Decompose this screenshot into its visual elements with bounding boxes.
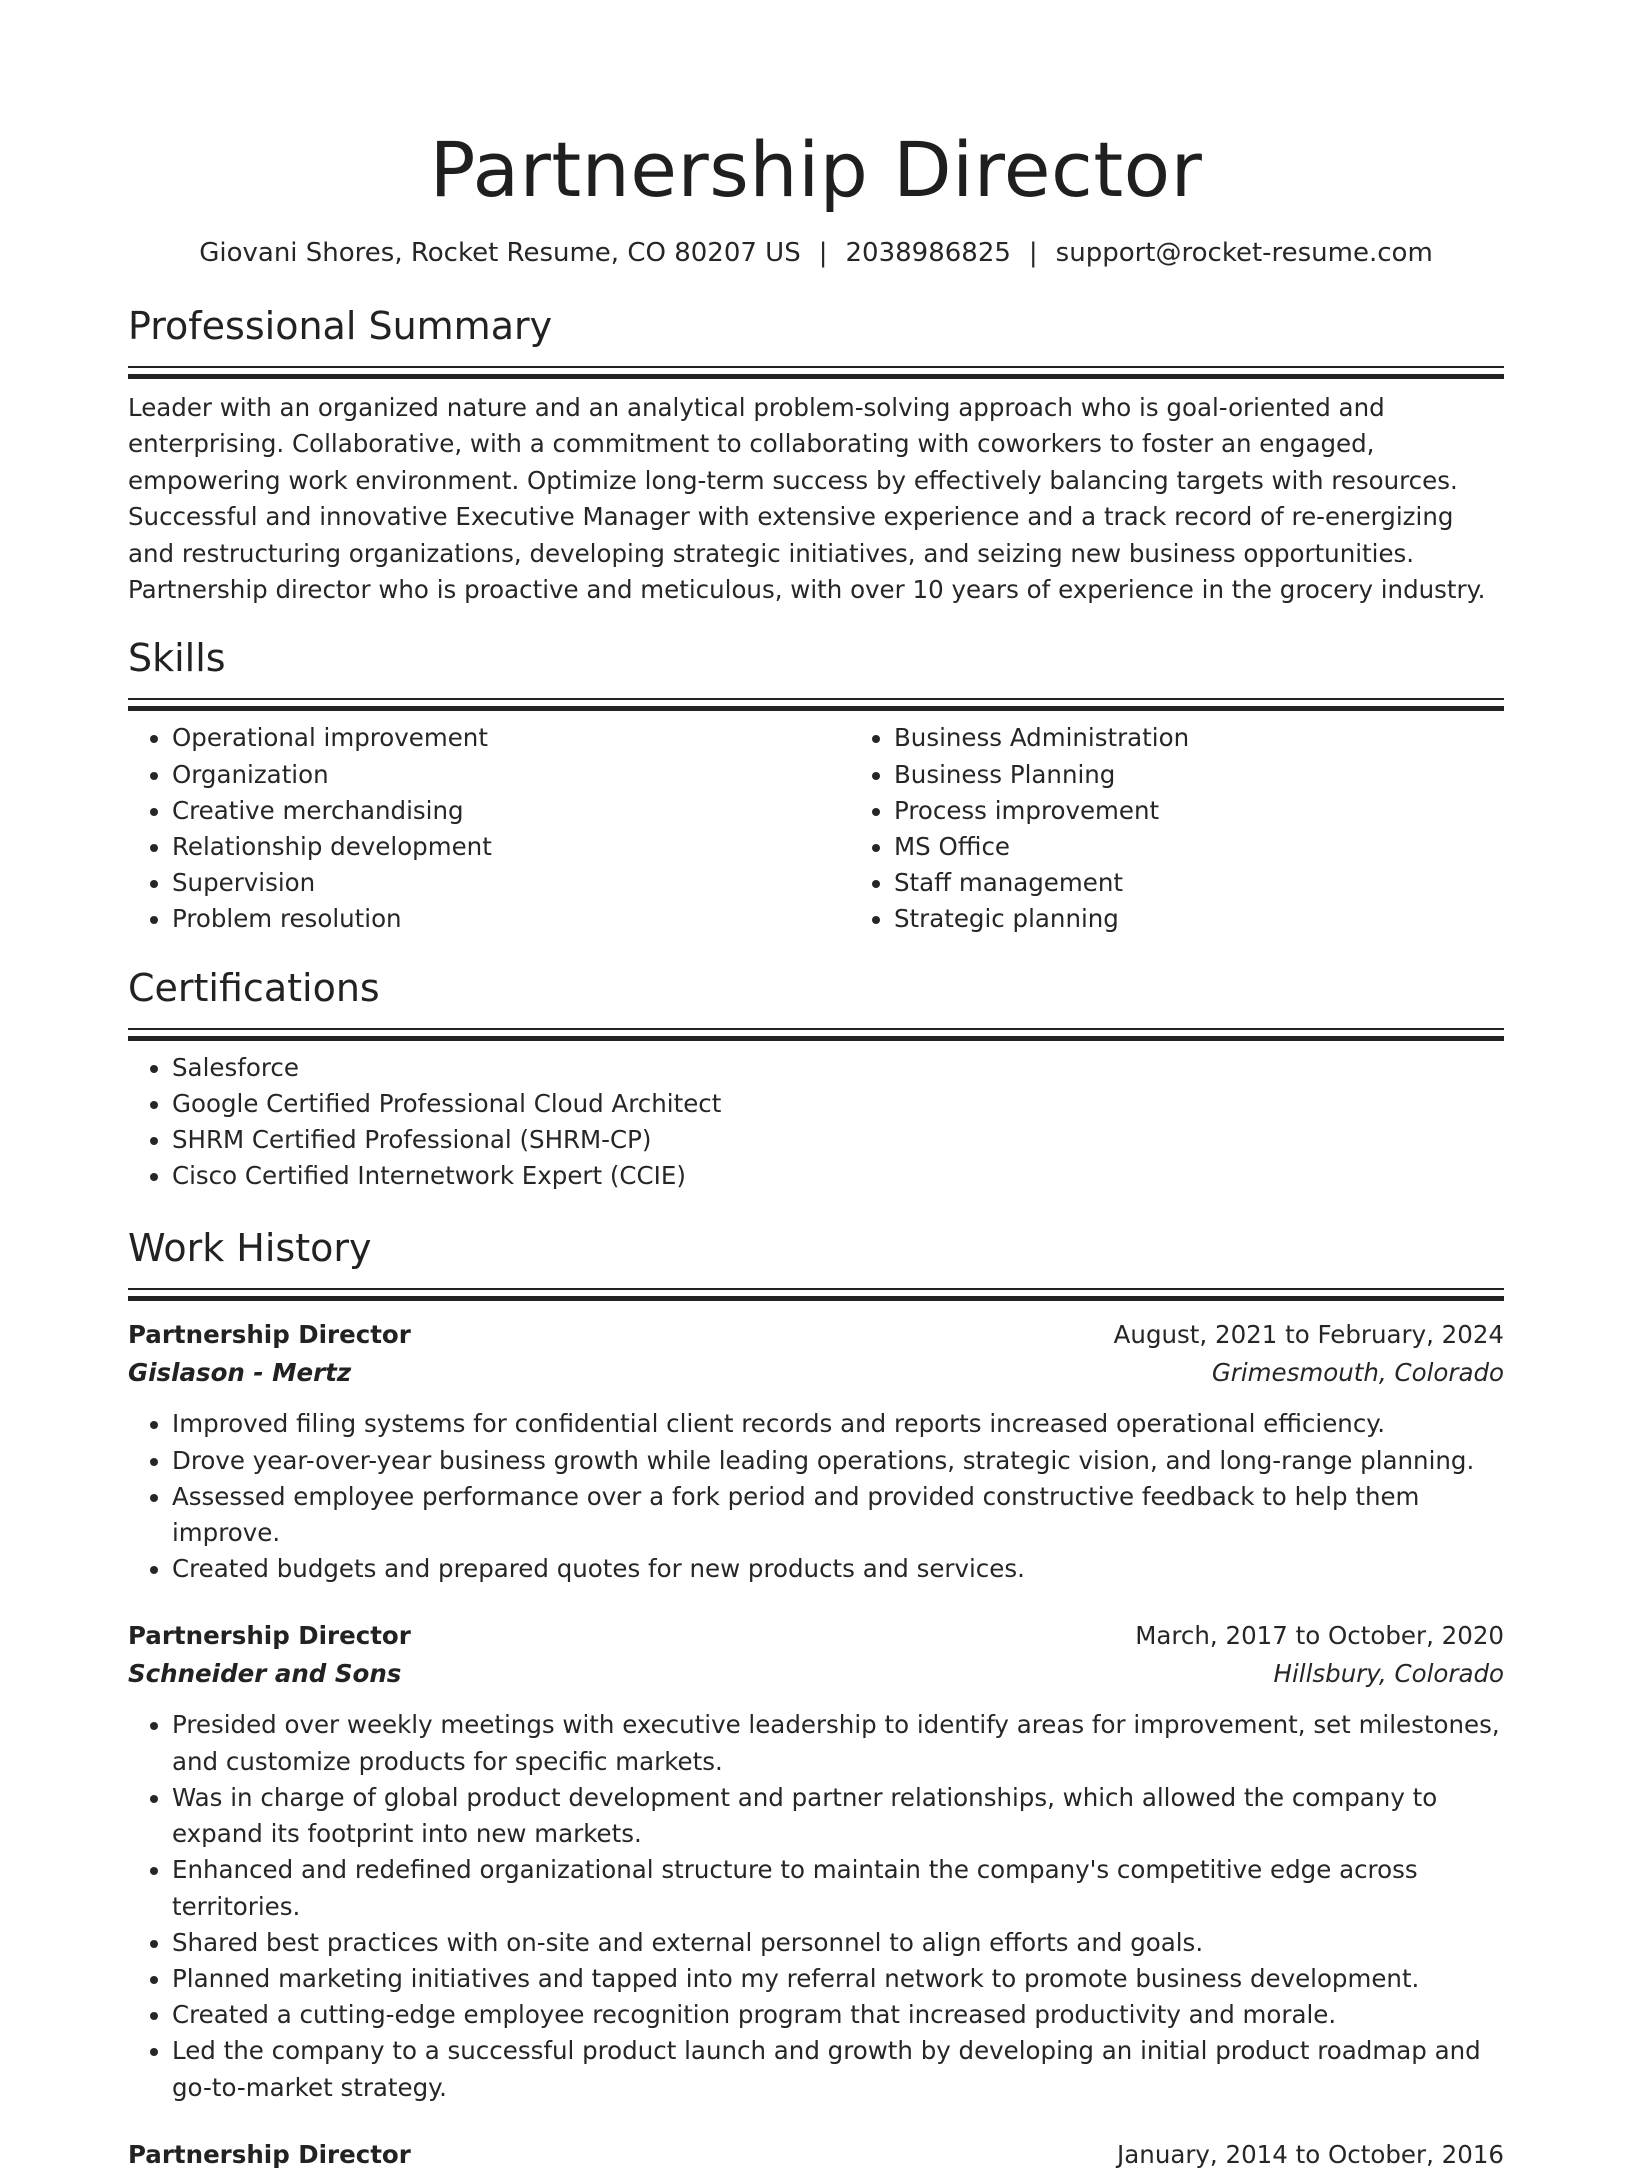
contact-separator: | [818,238,828,268]
section-heading-summary: Professional Summary [128,304,553,348]
section-divider [128,366,1504,378]
summary-text: Leader with an organized nature and an analytical problem-solving approach who is goal-oriented and enterprising. Collaborative, with a commitment to collaborating with coworkers to foster an engaged, empowering work environment. Optimize long-term success by effectively balancing targets with resources. Successful and innovative Executive Manager with extensive experience and a track record of re-energizing and restructuring organizations, developing strategic initiatives, and seizing new business opportunities. Partnership director who is proactive and meticulous, with over 10 years of experience in the grocery industry. [128,393,1486,605]
contact-phone: 2038986825 [845,238,1011,268]
job-duty: • Was in charge of global product development and partner relationships, which allowed the company to expand its footprint into new markets. [172,1780,1504,1852]
job-header-row [128,1617,1504,1655]
skills-columns [128,720,1504,937]
job-duty: • Improved filing systems for confidential client records and reports increased operational efficiency. [172,1406,1504,1442]
resume-title: Partnership Director [429,125,1203,214]
job-entry [128,2136,1504,2174]
skill-item: • Business Administration [894,720,1572,756]
job-duty: • Created budgets and prepared quotes for new products and services. [172,1551,1504,1587]
job-location: Hillsbury, Colorado [1273,1659,1504,1689]
skills-section [128,634,1504,937]
job-company-row [128,1354,1504,1392]
section-heading-skills: Skills [128,636,226,681]
resume-page [128,0,1504,2174]
certifications-section [128,964,1504,1195]
contact-line [128,236,1504,270]
section-heading-certifications: Certifications [128,965,380,1010]
skill-item: • Process improvement [894,793,1572,829]
skill-item: • Staff management [894,865,1572,901]
job-duty: • Planned marketing initiatives and tapped into my referral network to promote business development. [172,1961,1504,1997]
skill-item: • Operational improvement [172,720,850,756]
job-title: Partnership Director [128,2139,411,2169]
job-duty: • Drove year-over-year business growth while leading operations, strategic vision, and long-range planning. [172,1443,1504,1479]
skill-item: • Strategic planning [894,901,1572,937]
job-title: Partnership Director [128,1320,411,1350]
job-dates: August, 2021 to February, 2024 [1113,1320,1504,1350]
contact-separator: | [1028,238,1038,268]
skill-item: • Problem resolution [172,901,850,937]
job-duty: • Shared best practices with on-site and external personnel to align efforts and goals. [172,1925,1504,1961]
job-duties-list [128,1406,1504,1587]
section-divider [128,1028,1504,1040]
job-company-row [128,1655,1504,1693]
job-entry [128,1316,1504,1587]
job-duty: • Enhanced and redefined organizational structure to maintain the company's competitive edge across territories. [172,1852,1504,1924]
job-duty: • Created a cutting-edge employee recognition program that increased productivity and morale. [172,1997,1504,2033]
work-history-section [128,1224,1504,2173]
skill-item: • Supervision [172,865,850,901]
certifications-list [128,1050,1504,1195]
section-divider [128,698,1504,710]
job-header-row [128,1316,1504,1354]
section-heading-work-history: Work History [128,1226,372,1271]
summary-section [128,302,1504,608]
job-entry [128,1617,1504,2105]
job-company: Gislason - Mertz [128,1358,352,1388]
job-title: Partnership Director [128,1621,411,1651]
certification-item: • Salesforce [172,1050,1504,1086]
job-company: Schneider and Sons [128,1659,402,1689]
job-location: Grimesmouth, Colorado [1211,1358,1504,1388]
job-duties-list [128,1707,1504,2105]
certification-item: • SHRM Certified Professional (SHRM-CP) [172,1122,1504,1158]
skill-item: • MS Office [894,829,1572,865]
job-dates: March, 2017 to October, 2020 [1135,1621,1504,1651]
job-duty: • Assessed employee performance over a fork period and provided constructive feedback to help them improve. [172,1479,1504,1551]
job-duty: • Presided over weekly meetings with executive leadership to identify areas for improvement, set milestones, and customize products for specific markets. [172,1707,1504,1779]
job-duty: • Led the company to a successful product launch and growth by developing an initial product roadmap and go-to-market strategy. [172,2033,1504,2105]
contact-address: Giovani Shores, Rocket Resume, CO 80207 US [199,238,801,268]
skill-item: • Organization [172,757,850,793]
skill-item: • Relationship development [172,829,850,865]
skill-item: • Creative merchandising [172,793,850,829]
certification-item: • Google Certified Professional Cloud Architect [172,1086,1504,1122]
contact-email[interactable]: support@rocket-resume.com [1055,238,1433,268]
skills-list-right [850,720,1572,937]
certification-item: • Cisco Certified Internetwork Expert (CCIE) [172,1158,1504,1194]
job-dates: January, 2014 to October, 2016 [1117,2139,1504,2169]
skill-item: • Business Planning [894,757,1572,793]
section-divider [128,1288,1504,1300]
skills-list-left [128,720,850,937]
job-header-row [128,2136,1504,2174]
